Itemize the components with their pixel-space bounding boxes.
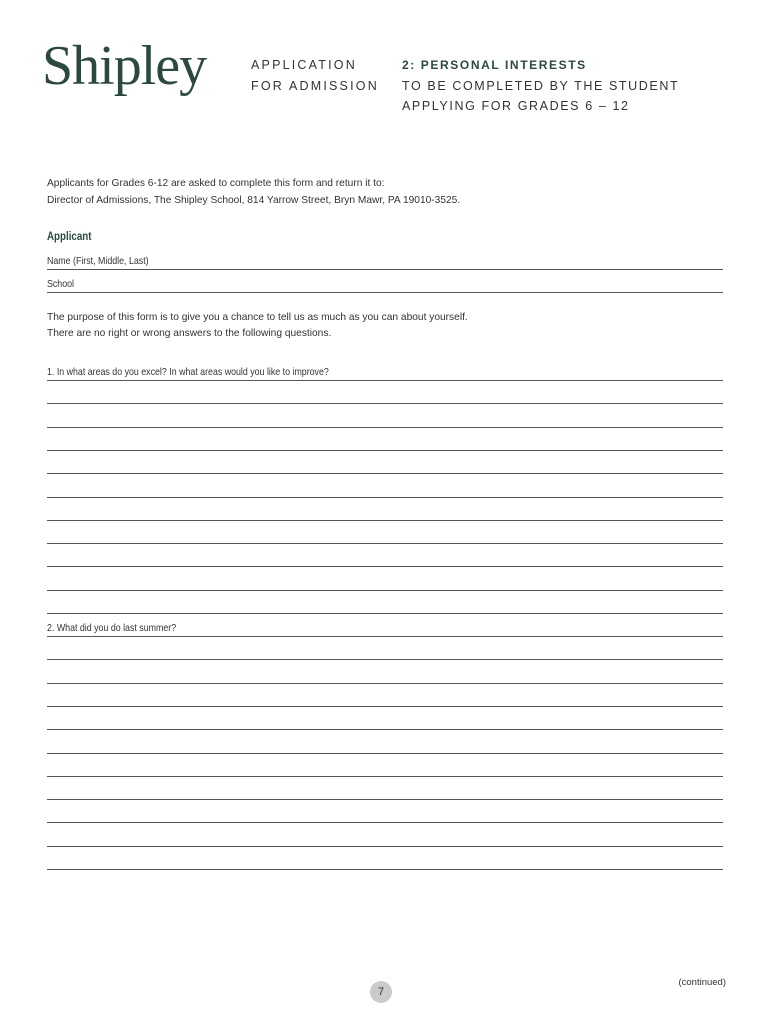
- name-field-line[interactable]: [47, 269, 723, 270]
- section-title: 2: PERSONAL INTERESTS: [402, 58, 587, 72]
- section-subtitle-line2: APPLYING FOR GRADES 6 – 12: [402, 99, 630, 113]
- name-field-label: Name (First, Middle, Last): [47, 256, 149, 267]
- school-field-line[interactable]: [47, 292, 723, 293]
- question-1-answer-line[interactable]: [47, 590, 723, 591]
- question-1-answer-line[interactable]: [47, 520, 723, 521]
- question-1-answer-line[interactable]: [47, 566, 723, 567]
- section-subtitle-line1: TO BE COMPLETED BY THE STUDENT: [402, 79, 680, 93]
- question-1-answer-line[interactable]: [47, 473, 723, 474]
- question-2-answer-line[interactable]: [47, 799, 723, 800]
- question-2-answer-line[interactable]: [47, 706, 723, 707]
- application-title-line1: APPLICATION: [251, 58, 357, 72]
- question-2-answer-line[interactable]: [47, 753, 723, 754]
- question-2-answer-line[interactable]: [47, 683, 723, 684]
- question-1-answer-line[interactable]: [47, 380, 723, 381]
- continued-note: (continued): [678, 977, 726, 988]
- school-field-label: School: [47, 279, 75, 290]
- question-2-answer-line[interactable]: [47, 659, 723, 660]
- purpose-line2: There are no right or wrong answers to the following questions.: [47, 328, 332, 339]
- question-1-answer-line[interactable]: [47, 613, 723, 614]
- question-2-answer-line[interactable]: [47, 729, 723, 730]
- question-2-answer-line[interactable]: [47, 846, 723, 847]
- question-1-answer-line[interactable]: [47, 427, 723, 428]
- applicant-heading: Applicant: [47, 231, 92, 243]
- question-2-label: 2. What did you do last summer?: [47, 623, 177, 634]
- intro-line1: Applicants for Grades 6-12 are asked to complete this form and return it to:: [47, 178, 385, 189]
- question-2-answer-line[interactable]: [47, 822, 723, 823]
- purpose-line1: The purpose of this form is to give you a chance to tell us as much as you can about yourself.: [47, 312, 468, 323]
- question-1-answer-line[interactable]: [47, 497, 723, 498]
- intro-line2: Director of Admissions, The Shipley School, 814 Yarrow Street, Bryn Mawr, PA 19010-3525.: [47, 195, 461, 206]
- question-2-answer-line[interactable]: [47, 636, 723, 637]
- page-number-badge: 7: [370, 981, 392, 1003]
- application-title-line2: FOR ADMISSION: [251, 79, 379, 93]
- shipley-logo: Shipley: [42, 35, 207, 97]
- question-2-answer-line[interactable]: [47, 869, 723, 870]
- question-2-answer-line[interactable]: [47, 776, 723, 777]
- question-1-answer-line[interactable]: [47, 450, 723, 451]
- question-1-answer-line[interactable]: [47, 543, 723, 544]
- question-1-label: 1. In what areas do you excel? In what areas would you like to improve?: [47, 367, 329, 378]
- question-1-answer-line[interactable]: [47, 403, 723, 404]
